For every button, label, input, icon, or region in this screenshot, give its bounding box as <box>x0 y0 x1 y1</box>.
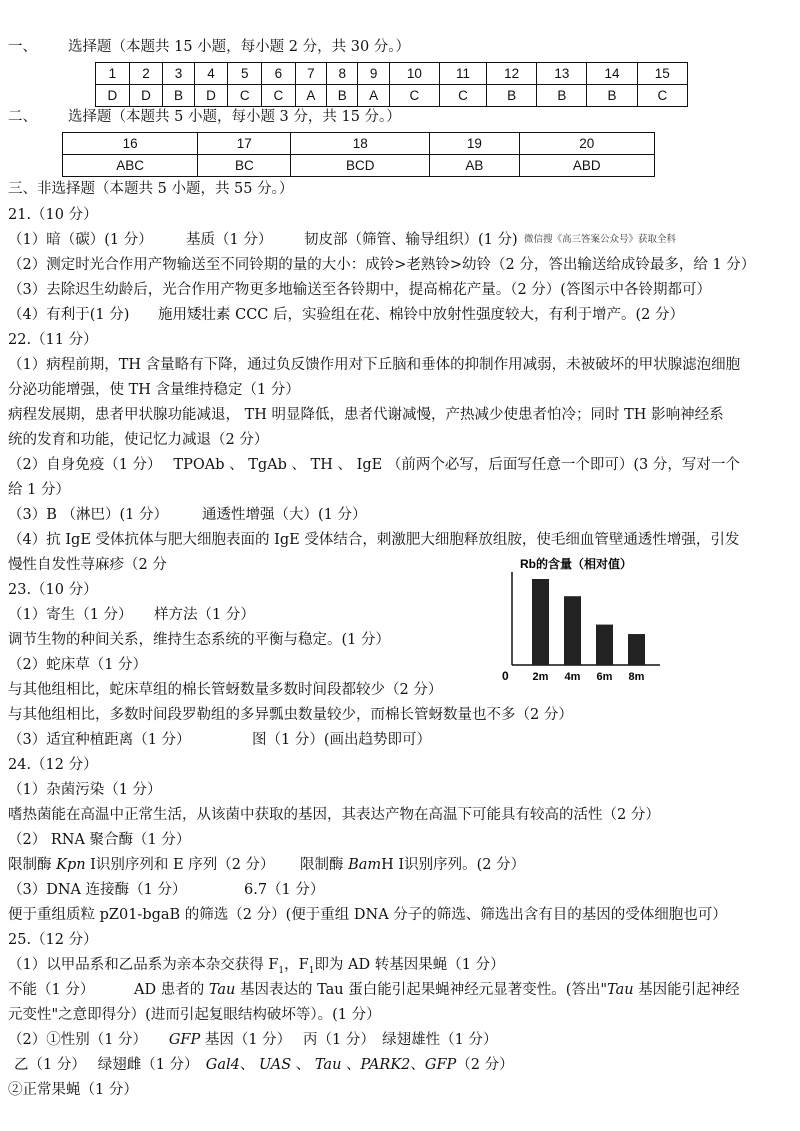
gene-tau: Tau <box>208 982 236 998</box>
answer-cell-4: C <box>228 85 262 107</box>
answer-table-2-answers <box>63 155 655 177</box>
answer-cell-1: D <box>129 85 163 107</box>
q-number-cell-3: 4 <box>194 63 228 85</box>
tick-label-2m: 2m <box>532 671 549 683</box>
q25-line6: ②正常果蝇（1 分） <box>8 1082 138 1098</box>
q-number-cell-2: 3 <box>163 63 194 85</box>
q22-line7b: 通透性增强（大）(1 分） <box>202 507 367 523</box>
rb-content-bar-chart <box>490 548 670 688</box>
q-number-cell-2-4: 20 <box>519 133 654 155</box>
section1-title: 选择题（本题共 15 小题，每小题 2 分，共 30 分。） <box>68 39 411 55</box>
q21-line3: （3）去除迟生幼龄后，光合作用产物更多地输送至各铃期中，提高棉花产量。（2 分）(答图示中各铃期都可） <box>8 282 711 298</box>
enzyme-bam: Bam <box>348 857 382 873</box>
enzyme-kpn: Kpn <box>56 857 86 873</box>
q-number-cell-11: 12 <box>487 63 537 85</box>
q22-heading: 22.（11 分） <box>8 332 98 348</box>
q-number-cell-8: 9 <box>358 63 389 85</box>
q22-line2: 分泌功能增强，使 TH 含量维持稳定（1 分） <box>8 382 300 398</box>
section3-title: 三、非选择题（本题共 5 小题，共 55 分。） <box>8 181 294 197</box>
q-number-cell-2-2: 18 <box>291 133 430 155</box>
answer-cell-2-4: ABD <box>519 155 654 177</box>
q25-line1b: ，F <box>284 957 309 973</box>
q25-line5a: 乙（1 分） 绿翅雌（1 分） <box>14 1057 192 1073</box>
q25-line1 <box>8 954 505 982</box>
q25-line2a: 不能（1 分） <box>8 982 95 998</box>
bar-6m <box>596 625 613 665</box>
q-number-cell-2-0: 16 <box>63 133 198 155</box>
q-number-cell-14: 15 <box>637 63 687 85</box>
chart-title: Rb的含量（相对值） <box>520 557 632 571</box>
q25-line2-rest <box>134 979 740 1001</box>
q24-line4-left <box>8 854 275 876</box>
q21-line4a: （4）有利于(1 分) <box>8 307 130 323</box>
q24-line5a: （3）DNA 连接酶（1 分） <box>8 882 187 898</box>
q22-line9: 慢性自发性荨麻疹（2 分 <box>8 557 167 573</box>
q-number-cell-0: 1 <box>96 63 130 85</box>
answer-cell-10: C <box>440 85 487 107</box>
q21-line4b: 施用矮壮素 CCC 后，实验组在花、棉铃中放射性强度较大，有利于增产。(2 分） <box>158 307 684 323</box>
q22-line5: （2）自身免疫（1 分） TPOAb 、 TgAb 、 TH 、 IgE （前两个必写，后面写任意一个即可）(3 分，写对一个 <box>8 457 740 473</box>
section2-title: 选择题（本题共 5 小题，每小题 3 分，共 15 分。） <box>68 109 401 125</box>
sep-2: 、 <box>291 1057 315 1073</box>
q24-line4c: Ⅰ识别序列和 E 序列（2 分） <box>85 857 275 873</box>
answer-cell-2-0: ABC <box>63 155 198 177</box>
q22-line4: 统的发育和功能，使记忆力减退（2 分） <box>8 432 269 448</box>
q-number-cell-10: 11 <box>440 63 487 85</box>
q24-line5b: 6.7（1 分） <box>244 882 325 898</box>
q-number-cell-13: 14 <box>587 63 637 85</box>
answer-cell-12: B <box>537 85 587 107</box>
q21-line1b: 基质（1 分） <box>186 232 273 248</box>
q25-line2f: 基因能引起神经 <box>633 982 740 998</box>
section1-number: 一、 <box>8 39 37 55</box>
f1-subscript: 1 <box>278 965 285 976</box>
answer-cell-2-2: BCD <box>291 155 430 177</box>
q23-line4: 与其他组相比，蛇床草组的棉长管蚜数量多数时间段都较少（2 分） <box>8 682 443 698</box>
q22-line1: （1）病程前期，TH 含量略有下降，通过负反馈作用对下丘脑和垂体的抑制作用减弱，未被破坏的甲状腺滤泡细胞 <box>8 357 741 373</box>
q24-line2: 嗜热菌能在高温中正常生活，从该菌中获取的基因，其表达产物在高温下可能具有较高的活性（2 分） <box>8 807 660 823</box>
q25-line5 <box>14 1054 514 1076</box>
q22-line3: 病程发展期，患者甲状腺功能减退， TH 明显降低，患者代谢减慢，产热减少使患者怕冷；同时 TH 影响神经系 <box>8 407 724 423</box>
chart-origin-label: 0 <box>502 669 509 683</box>
q24-line4a: 限制酶 <box>8 857 57 873</box>
q25-line5k: （2 分） <box>456 1057 514 1073</box>
q25-line2b: AD 患者的 <box>134 982 209 998</box>
q24-line6: 便于重组质粒 pZ01-bgaB 的筛选（2 分）(便于重组 DNA 分子的筛选、筛选出含有目的基因的受体细胞也可） <box>8 907 727 923</box>
q23-line6b: 图（1 分）(画出趋势即可） <box>252 732 431 748</box>
answer-cell-8: A <box>358 85 389 107</box>
q22-line7a: （3）B （淋巴）(1 分） <box>8 507 168 523</box>
bar-2m <box>532 579 549 665</box>
q24-line4-right <box>300 854 525 876</box>
q25-line2d: 基因表达的 Tau 蛋白能引起果蝇神经元显著变性。(答出" <box>235 982 608 998</box>
q23-line1b: 样方法（1 分） <box>154 607 255 623</box>
q23-line3: （2）蛇床草（1 分） <box>8 657 148 673</box>
gene-gal4: Gal4 <box>205 1057 240 1073</box>
q-number-cell-9: 10 <box>389 63 439 85</box>
q24-line4f: H Ⅰ识别序列。(2 分） <box>381 857 526 873</box>
q-number-cell-7: 8 <box>327 63 358 85</box>
q22-line8: （4）抗 IgE 受体抗体与肥大细胞表面的 IgE 受体结合，刺激肥大细胞释放组胺，使毛细血管壁通透性增强，引发 <box>8 532 740 548</box>
gene-gfp-2: GFP <box>424 1057 457 1073</box>
answer-cell-2-3: AB <box>430 155 519 177</box>
answer-table-2-numbers <box>63 133 655 155</box>
answer-cell-7: B <box>327 85 358 107</box>
q24-line4d: 限制酶 <box>300 857 349 873</box>
gene-uas: UAS <box>258 1057 292 1073</box>
answer-cell-3: D <box>194 85 228 107</box>
q22-line6: 给 1 分） <box>8 482 70 498</box>
q23-line1a: （1）寄生（1 分） <box>8 607 133 623</box>
gene-gfp: GFP <box>168 1032 201 1048</box>
q23-heading: 23.（10 分） <box>8 582 98 598</box>
q-number-cell-6: 7 <box>295 63 326 85</box>
answer-table-1 <box>95 62 688 107</box>
section2-number: 二、 <box>8 109 37 125</box>
bar-8m <box>628 634 645 665</box>
q24-line1: （1）杂菌污染（1 分） <box>8 782 162 798</box>
answer-cell-11: B <box>487 85 537 107</box>
watermark-text: 微信搜《高三答案公众号》获取全科 <box>524 234 677 245</box>
q23-line5: 与其他组相比，多数时间段罗勒组的多异瓢虫数量较少，而棉长管蚜数量也不多（2 分） <box>8 707 573 723</box>
answer-cell-2: B <box>163 85 194 107</box>
q-number-cell-2-1: 17 <box>198 133 291 155</box>
answer-cell-2-1: BC <box>198 155 291 177</box>
q25-line1a: （1）以甲品系和乙品系为亲本杂交获得 F <box>8 957 279 973</box>
sep-4: 、 <box>410 1057 425 1073</box>
tick-label-4m: 4m <box>564 671 581 683</box>
sep-3: 、 <box>341 1057 361 1073</box>
q23-line2: 调节生物的种间关系，维持生态系统的平衡与稳定。(1 分） <box>8 632 390 648</box>
q24-line3: （2） RNA 聚合酶（1 分） <box>8 832 191 848</box>
q-number-cell-5: 6 <box>262 63 296 85</box>
q25-line4c: 基因（1 分） 丙（1 分） 绿翅雄性（1 分） <box>200 1032 498 1048</box>
q25-line4a: （2）①性别（1 分） <box>8 1032 140 1048</box>
gene-tau-3: Tau <box>314 1057 342 1073</box>
answer-table-2 <box>62 132 655 177</box>
answer-table-1-answers <box>96 85 688 107</box>
answer-table-1-numbers <box>96 63 688 85</box>
q21-line2: （2）测定时光合作用产物输送至不同铃期的量的大小：成铃>老熟铃>幼铃（2 分，答出输送给成铃最多，给 1 分） <box>8 257 756 273</box>
answer-cell-6: A <box>295 85 326 107</box>
q-number-cell-12: 13 <box>537 63 587 85</box>
q25-heading: 25.（12 分） <box>8 932 98 948</box>
f1-subscript-2: 1 <box>308 965 315 976</box>
q-number-cell-1: 2 <box>129 63 163 85</box>
tick-label-6m: 6m <box>596 671 613 683</box>
answer-cell-13: B <box>587 85 637 107</box>
q25-line3: 元变性"之意即得分）(进而引起复眼结构破坏等）。(1 分） <box>8 1007 381 1023</box>
q23-line6a: （3）适宜种植距离（1 分） <box>8 732 191 748</box>
q25-line4 <box>8 1029 497 1051</box>
sep-1: 、 <box>239 1057 259 1073</box>
q25-line1c: 即为 AD 转基因果蝇（1 分） <box>314 957 505 973</box>
bar-4m <box>564 596 581 665</box>
answer-cell-5: C <box>262 85 296 107</box>
q21-heading: 21.（10 分） <box>8 207 98 223</box>
answer-cell-14: C <box>637 85 687 107</box>
gene-tau-2: Tau <box>607 982 634 998</box>
q-number-cell-4: 5 <box>228 63 262 85</box>
q21-line1c: 韧皮部（筛管、输导组织）(1 分) <box>304 232 518 248</box>
answer-cell-9: C <box>389 85 439 107</box>
tick-label-8m: 8m <box>628 671 645 683</box>
q-number-cell-2-3: 19 <box>430 133 519 155</box>
q24-heading: 24.（12 分） <box>8 757 98 773</box>
answer-cell-0: D <box>96 85 130 107</box>
q21-line1a: （1）暗（碳）(1 分） <box>8 232 153 248</box>
gene-park2: PARK2 <box>360 1057 411 1073</box>
